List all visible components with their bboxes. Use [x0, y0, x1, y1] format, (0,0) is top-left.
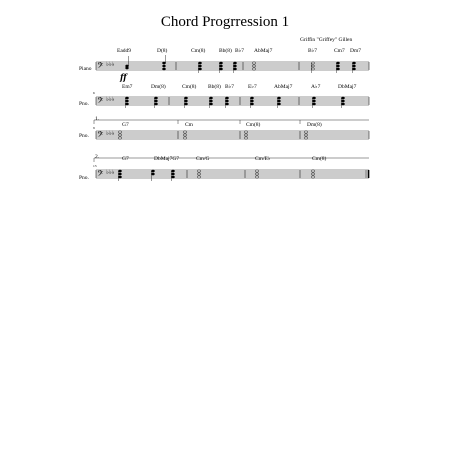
chord-symbol: Dm7 [350, 48, 361, 54]
chord-symbol: Bb(8) [208, 84, 221, 90]
chord-symbol: A♭7 [311, 84, 321, 90]
chord-symbol: G7 [122, 156, 129, 162]
chord-symbol: Cm(8) [312, 156, 327, 162]
notes-system-4 [118, 170, 314, 181]
chord-symbol: DbMaj7G7 [154, 156, 180, 162]
staff-system-4 [96, 170, 369, 178]
staff-system-2 [96, 97, 369, 105]
staff-system-3 [96, 131, 369, 139]
chord-symbol: Dm(8) [307, 122, 322, 128]
chord-symbol: Cm [185, 122, 193, 128]
notes-system-2 [125, 97, 344, 108]
chord-symbol: Dm(8) [151, 84, 166, 90]
measure-number: 13 [93, 164, 97, 168]
bass-clef-icon: 𝄢 [97, 62, 104, 73]
chord-symbol: Bb(8) [219, 48, 232, 54]
chord-symbol: B♭7 [235, 48, 245, 54]
volta-label-second-ending: 2. [95, 154, 100, 160]
chord-symbol: Cm(8) [182, 84, 197, 90]
dynamic-ff: ff [120, 72, 127, 82]
measure-number: 6 [93, 91, 95, 95]
chord-symbol: AbMaj7 [254, 48, 273, 54]
measure-number: 9 [93, 126, 95, 130]
chord-symbol: Cm/E♭ [255, 156, 271, 162]
chord-symbol: DbMaj7 [338, 84, 357, 90]
chord-symbol: Cm(8) [191, 48, 206, 54]
chord-symbol: Cm/G [196, 156, 210, 162]
chord-symbol: Eadd9 [117, 48, 132, 54]
bass-clef-icon: 𝄢 [97, 131, 104, 142]
bass-clef-icon: 𝄢 [97, 170, 104, 181]
instrument-label-pno: Pno. [79, 133, 89, 139]
instrument-label-piano: Piano [79, 66, 92, 72]
volta-label-first-ending: 1. [95, 116, 100, 122]
chord-symbol: B♭7 [225, 84, 235, 90]
note-stacks [118, 55, 355, 181]
instrument-label-pno: Pno. [79, 101, 89, 107]
flat-icon: ♭♭♭ [106, 96, 115, 103]
flat-icon: ♭♭♭ [106, 169, 115, 176]
chord-symbol: B♭7 [308, 48, 318, 54]
instrument-label-pno: Pno. [79, 175, 89, 181]
chord-symbol: Em7 [122, 84, 133, 90]
chord-symbol: Cm7 [334, 48, 345, 54]
chord-symbol: E♭7 [248, 84, 257, 90]
flat-icon: ♭♭♭ [106, 130, 115, 137]
volta-brackets [94, 120, 369, 162]
chord-symbol: D(8) [157, 48, 168, 54]
chord-symbol: G7 [122, 122, 129, 128]
staff-system-1 [96, 62, 369, 70]
bass-clef-icon: 𝄢 [97, 97, 104, 108]
chord-symbol: Cm(8) [246, 122, 261, 128]
chord-symbol: AbMaj7 [274, 84, 293, 90]
flat-icon: ♭♭♭ [106, 61, 115, 68]
composer-credit: Griffin "Griffey" Gillen [300, 37, 353, 43]
page-title: Chord Progrression 1 [160, 14, 290, 30]
